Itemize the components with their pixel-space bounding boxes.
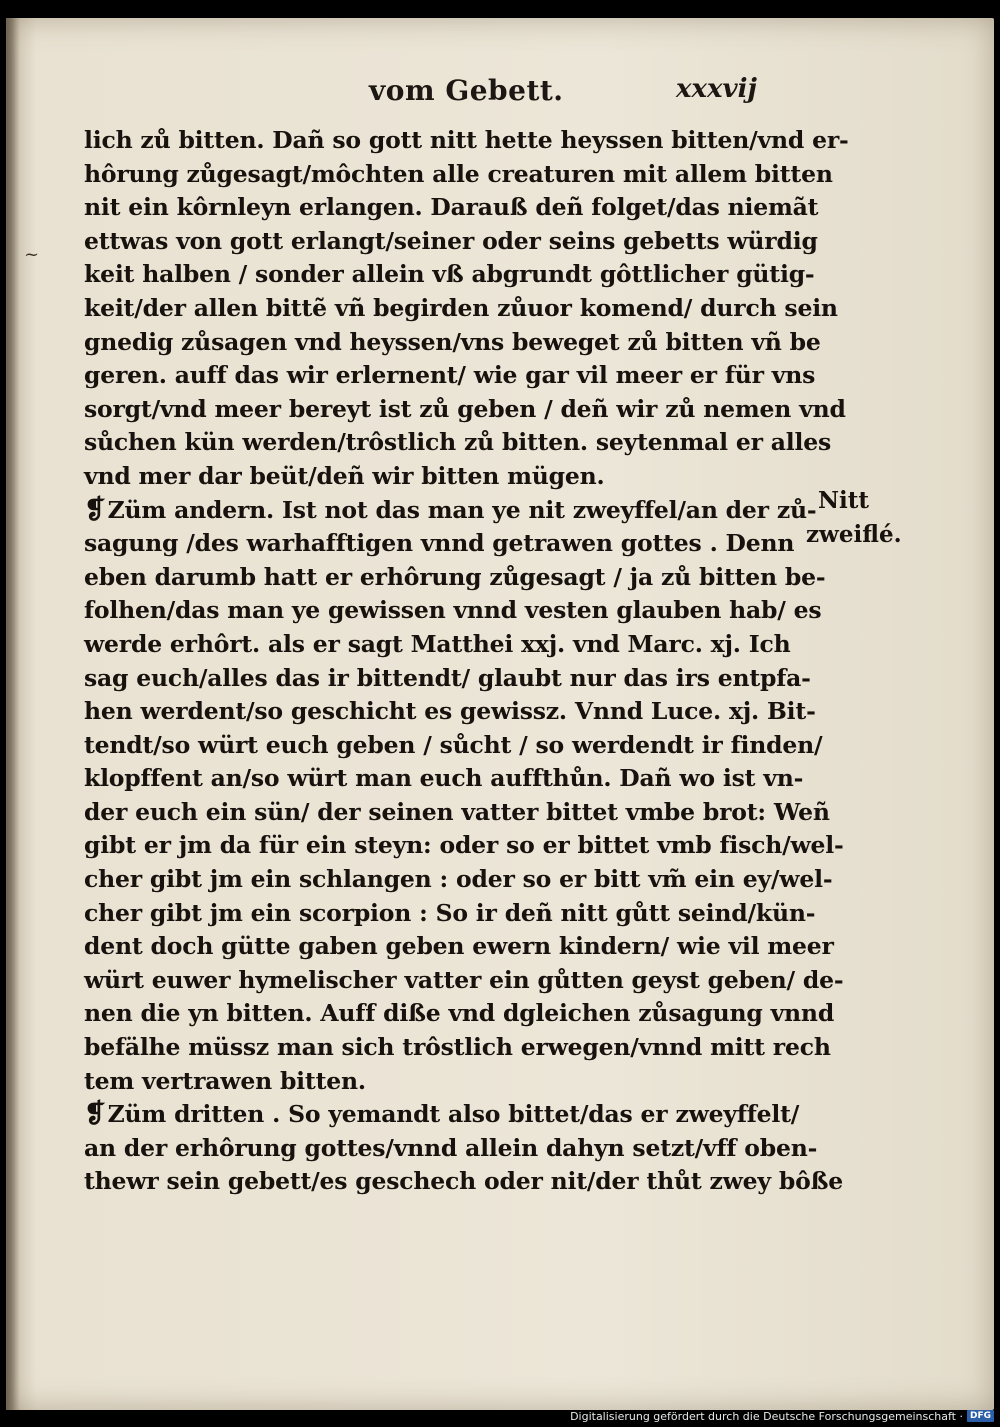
text-line: eben darumb hatt er erhôrung zůgesagt / ja zů bitten be- xyxy=(84,562,826,591)
text-line: folhen/das man ye gewissen vnnd vesten glauben hab/ es xyxy=(84,596,822,625)
pilcrow-icon: ❡ xyxy=(84,494,106,525)
text-line: werde erhôrt. als er sagt Matthei xxj. vnd Marc. xj. Ich xyxy=(84,629,791,658)
text-line: dent doch gütte gaben geben ewern kindern/ wie vil meer xyxy=(84,932,834,961)
paragraph-line xyxy=(84,494,817,528)
margin-note-nitt: Nitt xyxy=(818,487,870,514)
text-line: tem vertrawen bitten. xyxy=(84,1066,366,1095)
text-line: nen die yn bitten. Auff diße vnd dgleichen zůsagung vnnd xyxy=(84,999,835,1028)
text-line: geren. auff das wir erlernent/ wie gar vil meer er für vns xyxy=(84,361,816,390)
page-header xyxy=(6,66,994,106)
paragraph-line xyxy=(84,1098,814,1132)
text-line: sag euch/alles das ir bittendt/ glaubt nur das irs entpfa- xyxy=(84,663,811,692)
text-line: klopffent an/so würt man euch auffthůn. Dañ wo ist vn- xyxy=(84,764,804,793)
funding-credit: Digitalisierung gefördert durch die Deutsche Forschungsgemeinschaft · xyxy=(570,1409,963,1423)
text-line: gnedig zůsagen vnd heyssen/vns beweget zů bitten vñ be xyxy=(84,327,821,356)
text-line: cher gibt jm ein scorpion : So ir deñ nitt gůtt seind/kün- xyxy=(84,898,816,927)
pilcrow-icon: ❡ xyxy=(84,1099,106,1130)
text-line: sorgt/vnd meer bereyt ist zů geben / deñ wir zů nemen vnd xyxy=(84,394,846,423)
text-line: nit ein kôrnleyn erlangen. Darauß deñ folget/das niemãt xyxy=(84,193,819,222)
text-line: sagung /des warhafftigen vnnd getrawen gottes . Denn xyxy=(84,529,795,558)
text-line: hen werdent/so geschicht es gewissz. Vnnd Luce. xj. Bit- xyxy=(84,697,816,726)
text-line: an der erhôrung gottes/vnnd allein dahyn setzt/vff oben- xyxy=(84,1133,818,1162)
body-text xyxy=(84,124,849,1199)
text-line: befälhe müssz man sich trôstlich erwegen/vnnd mitt rech xyxy=(84,1033,831,1062)
text-line: vnd mer dar beüt/deñ wir bitten mügen. xyxy=(84,461,605,490)
dfg-logo-icon: DFG xyxy=(967,1410,994,1422)
folio-number: xxxvij xyxy=(676,74,757,104)
margin-note-zweifle: zweiflé. xyxy=(806,521,902,548)
running-title: vom Gebett. xyxy=(369,74,564,107)
text-line: cher gibt jm ein schlangen : oder so er bitt vm̃ ein ey/wel- xyxy=(84,865,833,894)
text-line: würt euwer hymelischer vatter ein gůtten geyst geben/ de- xyxy=(84,965,844,994)
text-line: sůchen kün werden/trôstlich zů bitten. seytenmal er alles xyxy=(84,428,831,457)
text-line: der euch ein sün/ der seinen vatter bittet vmbe brot: Weñ xyxy=(84,797,830,826)
text-line: lich zů bitten. Dañ so gott nitt hette heyssen bitten/vnd er- xyxy=(84,126,849,154)
text-line: Züm andern. Ist not das man ye nit zweyffel/an der zů- xyxy=(107,495,817,524)
footer-credit-bar xyxy=(570,1407,994,1425)
text-line: keit halben / sonder allein vß abgrundt gôttlicher gütig- xyxy=(84,260,815,289)
text-line: ettwas von gott erlangt/seiner oder seins gebetts würdig xyxy=(84,226,818,255)
text-line: tendt/so würt euch geben / sůcht / so werdendt ir finden/ xyxy=(84,730,823,759)
text-line: thewr sein gebett/es geschech oder nit/der thůt zwey bôße xyxy=(84,1167,843,1196)
text-line: gibt er jm da für ein steyn: oder so er bittet vmb fisch/wel- xyxy=(84,831,844,860)
book-page xyxy=(6,18,994,1410)
text-line: hôrung zůgesagt/môchten alle creaturen mit allem bitten xyxy=(84,159,833,188)
text-line: Züm dritten . So yemandt also bittet/das er zweyffelt/ xyxy=(107,1100,800,1129)
margin-mark: ~ xyxy=(24,244,40,265)
text-line: keit/der allen bittẽ vñ begirden zůuor komend/ durch sein xyxy=(84,293,838,322)
